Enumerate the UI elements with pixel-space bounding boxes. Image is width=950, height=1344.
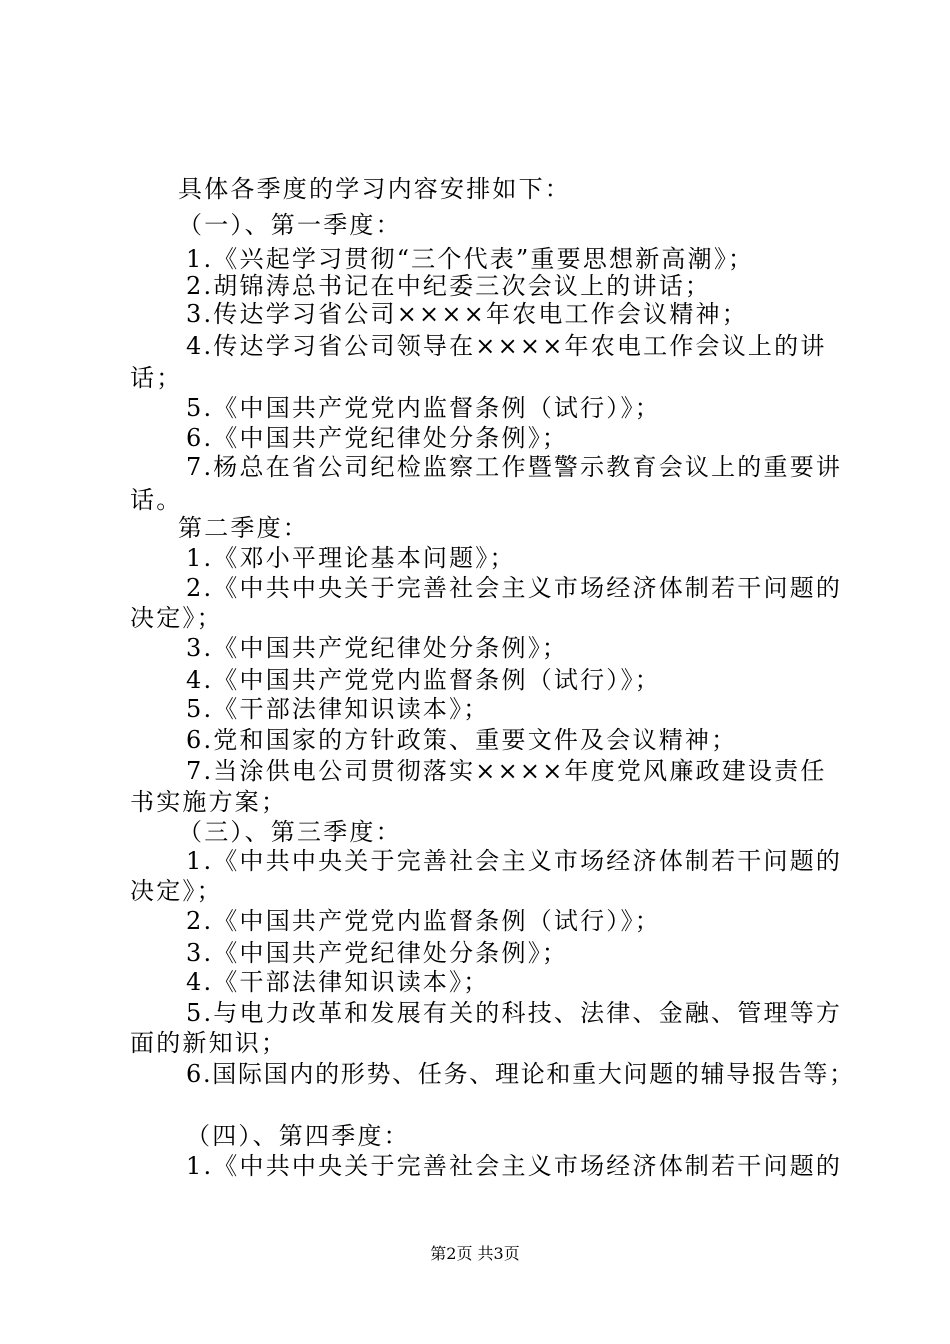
list-item: 4.传达学习省公司领导在××××年农电工作会议上的讲 [186, 332, 827, 360]
list-item-continuation: 决定》； [130, 877, 223, 905]
list-item-continuation: 面的新知识； [130, 1029, 288, 1057]
list-item: 2.《中共中央关于完善社会主义市场经济体制若干问题的 [186, 574, 843, 602]
list-item: 3.传达学习省公司××××年农电工作会议精神； [186, 300, 748, 328]
list-item: 1.《中共中央关于完善社会主义市场经济体制若干问题的 [186, 1152, 843, 1180]
list-item: 1.《中共中央关于完善社会主义市场经济体制若干问题的 [186, 847, 843, 875]
section-heading-q4: （四）、第四季度： [186, 1122, 410, 1150]
list-item: 7.杨总在省公司纪检监察工作暨警示教育会议上的重要讲 [186, 453, 843, 481]
list-item: 3.《中国共产党纪律处分条例》； [186, 939, 569, 967]
intro-line: 具体各季度的学习内容安排如下： [178, 175, 571, 203]
list-item-continuation: 话。 [130, 486, 183, 514]
list-item: 6.《中国共产党纪律处分条例》； [186, 424, 569, 452]
page-number-footer: 第2页 共3页 [430, 1244, 520, 1263]
list-item-continuation: 书实施方案； [130, 788, 288, 816]
list-item: 1.《邓小平理论基本问题》； [186, 544, 516, 572]
list-item: 2.《中国共产党党内监督条例（试行）》； [186, 907, 661, 935]
list-item: 5.《干部法律知识读本》； [186, 695, 490, 723]
list-item: 2.胡锦涛总书记在中纪委三次会议上的讲话； [186, 272, 712, 300]
list-item: 6.国际国内的形势、任务、理论和重大问题的辅导报告等； [186, 1060, 855, 1088]
list-item: 4.《干部法律知识读本》； [186, 968, 490, 996]
list-item: 1.《兴起学习贯彻“三个代表”重要思想新高潮》； [186, 245, 755, 273]
list-item: 4.《中国共产党党内监督条例（试行）》； [186, 666, 661, 694]
list-item-continuation: 话； [130, 364, 183, 392]
list-item: 5.《中国共产党党内监督条例（试行）》； [186, 394, 661, 422]
list-item: 6.党和国家的方针政策、重要文件及会议精神； [186, 726, 738, 754]
list-item: 5.与电力改革和发展有关的科技、法律、金融、管理等方 [186, 999, 843, 1027]
list-item: 3.《中国共产党纪律处分条例》； [186, 634, 569, 662]
section-heading-q2: 第二季度： [178, 514, 309, 542]
section-heading-q3: （三）、第三季度： [178, 818, 402, 846]
list-item: 7.当涂供电公司贯彻落实××××年度党风廉政建设责任 [186, 757, 827, 785]
section-heading-q1: （一）、第一季度： [178, 211, 402, 239]
list-item-continuation: 决定》； [130, 604, 223, 632]
